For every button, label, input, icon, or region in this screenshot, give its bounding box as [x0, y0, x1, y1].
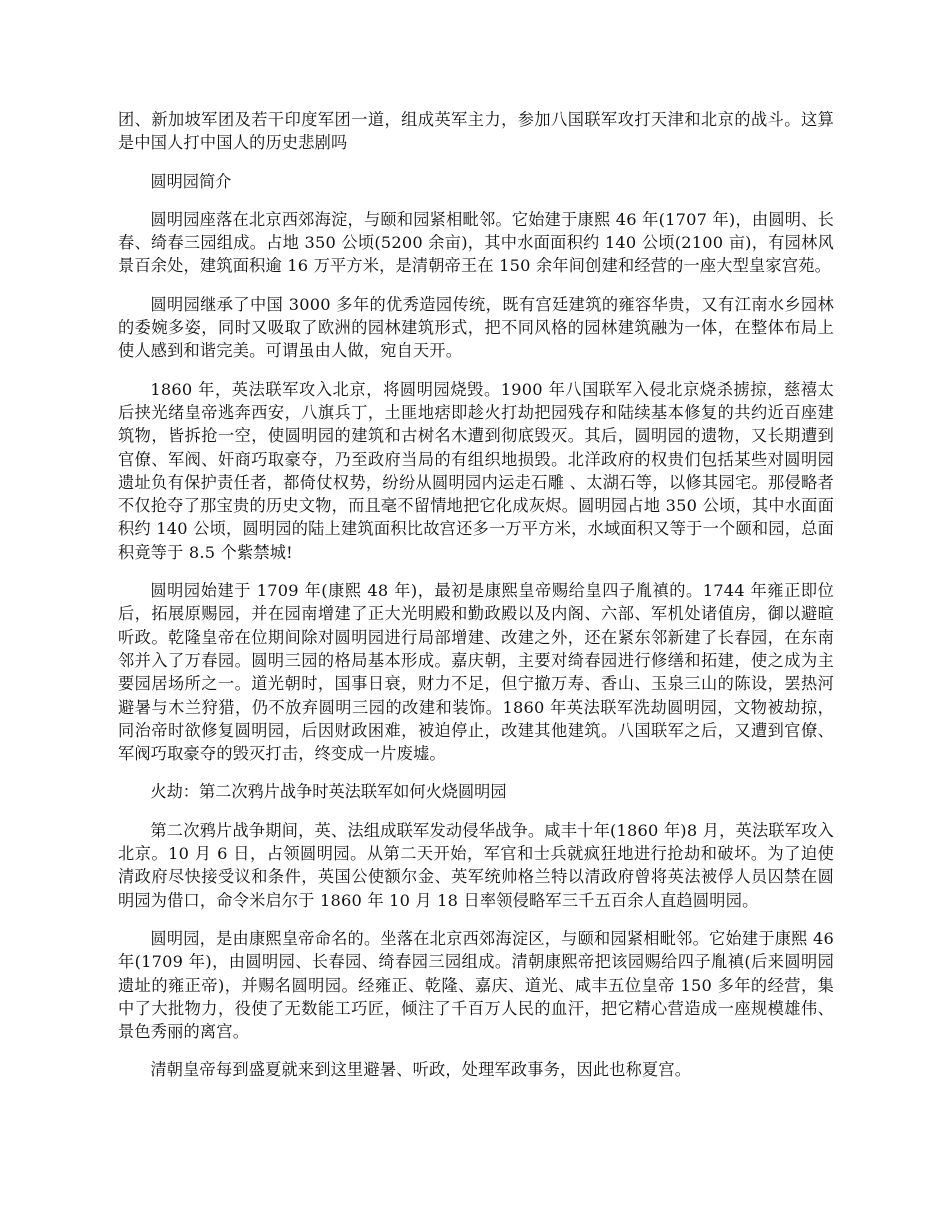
paragraph: 清朝皇帝每到盛夏就来到这里避暑、听政，处理军政事务，因此也称夏宫。 [150, 1060, 692, 1080]
document-page [118, 108, 834, 1097]
paragraph-continuation: 团、新加坡军团及若干印度军团一道，组成英军主力，参加八国联军攻打天津和北京的战斗。这算是中国人打中国人的历史悲剧吗 [118, 110, 834, 153]
section-heading-yuanmingyuan-intro: 圆明园简介 [150, 171, 232, 191]
paragraph: 1860 年，英法联军攻入北京，将圆明园烧毁。1900 年八国联军入侵北京烧杀掳掠，慈禧太后挟光绪皇帝逃奔西安，八旗兵丁，土匪地痞即趁火打劫把园残存和陆续基本修复的共约近百座建筑物，皆拆抢一空，使圆明园的建筑和古树名木遭到彻底毁灭。其后，圆明园的遗物，又长期遭到官僚、军阀、奸商巧取豪夺，乃至政府当局的有组织地损毁。北洋政府的权贵们包括某些对圆明园遗址负有保护责任者，都倚仗权势，纷纷从圆明园内运走石雕 、太湖石等，以修其园宅。那侵略者不仅抢夺了那宝贵的历史文物，而且毫不留情地把它化成灰烬。圆明园占地 350 公顷，其中水面面积约 140 公顷，圆明园的陆上建筑面积比故宫还多一万平方米，水域面积又等于一个颐和园，总面积竟等于 8.5 个紫禁城! [118, 379, 834, 562]
paragraph: 圆明园始建于 1709 年(康熙 48 年)，最初是康熙皇帝赐给皇四子胤禛的。1744 年雍正即位后，拓展原赐园，并在园南增建了正大光明殿和勤政殿以及内阁、六部、军机处诸值房，御以避暄听政。乾隆皇帝在位期间除对圆明园进行局部增建、改建之外，还在紧东邻新建了长春园，在东南邻并入了万春园。圆明三园的格局基本形成。嘉庆朝，主要对绮春园进行修缮和拓建，使之成为主要园居场所之一。道光朝时，国事日衰，财力不足，但宁撤万寿、香山、玉泉三山的陈设，罢热河避暑与木兰狩猎，仍不放弃圆明三园的改建和装饰。1860 年英法联军洗劫圆明园，文物被劫掠，同治帝时欲修复圆明园，后因财政困难，被迫停止，改建其他建筑。八国联军之后，又遭到官僚、军阀巧取豪夺的毁灭打击，终变成一片废墟。 [118, 581, 834, 764]
paragraph: 圆明园座落在北京西郊海淀，与颐和园紧相毗邻。它始建于康熙 46 年(1707 年)，由圆明、长春、绮春三园组成。占地 350 公顷(5200 余亩)，其中水面面积约 140 公顷(2100 亩)，有园林风景百余处，建筑面积逾 16 万平方米，是清朝帝王在 150 余年间创建和经营的一座大型皇家宫苑。 [118, 209, 834, 276]
paragraph: 第二次鸦片战争期间，英、法组成联军发动侵华战争。咸丰十年(1860 年)8 月，英法联军攻入北京。10 月 6 日，占领圆明园。从第二天开始，军官和士兵就疯狂地进行抢劫和破坏。为了迫使清政府尽快接受议和条件，英国公使额尔金、英军统帅格兰特以清政府曾将英法被俘人员囚禁在圆明园为借口，命令米启尔于 1860 年 10 月 18 日率领侵略军三千五百余人直趋圆明园。 [118, 820, 834, 910]
paragraph: 圆明园，是由康熙皇帝命名的。坐落在北京西郊海淀区，与颐和园紧相毗邻。它始建于康熙 46 年(1709 年)，由圆明园、长春园、绮春园三园组成。清朝康熙帝把该园赐给四子胤禛(后来圆明园遗址的雍正帝)，并赐名圆明园。经雍正、乾隆、嘉庆、道光、咸丰五位皇帝 150 多年的经营，集中了大批物力，役使了无数能工巧匠，倾注了千百万人民的血汗，把它精心营造成一座规模雄伟、景色秀丽的离宫。 [118, 928, 834, 1042]
paragraph: 圆明园继承了中国 3000 多年的优秀造园传统，既有宫廷建筑的雍容华贵，又有江南水乡园林的委婉多姿，同时又吸取了欧洲的园林建筑形式，把不同风格的园林建筑融为一体，在整体布局上使人感到和谐完美。可谓虽由人做，宛自天开。 [118, 294, 834, 361]
section-heading-fire-disaster: 火劫：第二次鸦片战争时英法联军如何火烧圆明园 [150, 782, 507, 802]
